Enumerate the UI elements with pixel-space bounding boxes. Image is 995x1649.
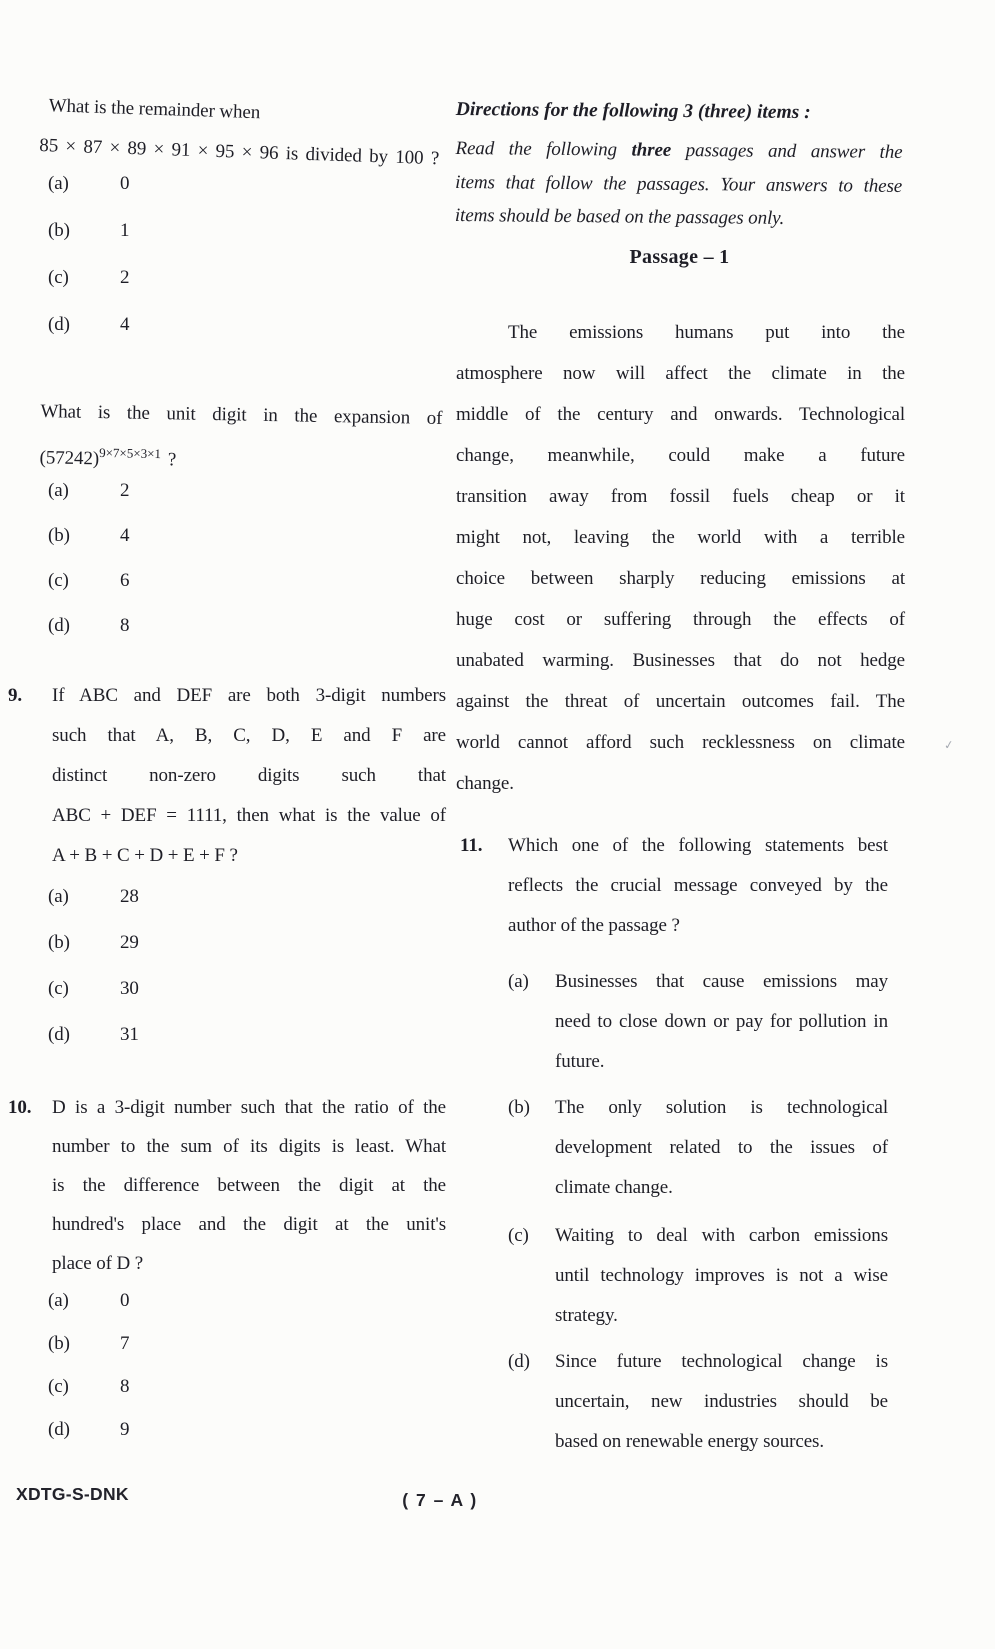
passage-1-title: Passage – 1 [629,246,730,268]
passage-line: middle of the century and onwards. Technological [456,404,905,425]
option-text-line: uncertain, new industries should be [555,1391,888,1412]
option-row [48,220,129,267]
option-text-line: Since future technological change is [555,1351,888,1372]
directions-block [455,92,903,236]
option-value: 4 [120,314,130,335]
option-value: 29 [120,932,139,953]
passage-line: unabated warming. Businesses that do not hedge [456,650,905,671]
question-text-line: reflects the crucial message conveyed by the [508,875,888,896]
question-11-option-d [508,1342,888,1462]
question-text-line: such that A, B, C, D, E and F are [52,725,446,746]
question-text [52,1088,446,1283]
question-11-option-b [508,1088,888,1208]
option-row [48,1333,129,1376]
question-text [508,826,888,946]
question-text [52,676,446,876]
option-label: (a) [508,971,529,992]
question-8-math-line [39,432,442,485]
option-label: (c) [48,570,69,591]
option-row [48,267,129,314]
question-text-line: If ABC and DEF are both 3-digit numbers [52,685,446,706]
option-label: (b) [48,932,70,953]
question-text-line: ABC + DEF = 1111, then what is the value of [52,805,446,826]
option-text-line: The only solution is technological [555,1097,888,1118]
option-row [48,173,129,220]
option-label: (d) [48,1024,70,1045]
question-number: 9. [8,685,23,706]
option-row [48,525,129,570]
passage-line: atmosphere now will affect the climate in the [456,363,905,384]
question-text-line: Which one of the following statements best [508,835,888,856]
passage-line: choice between sharply reducing emissions at [456,568,905,589]
option-text-line: strategy. [555,1305,618,1326]
option-text [555,1342,888,1462]
option-text [555,1088,888,1208]
option-text-line: until technology improves is not a wise [555,1265,888,1286]
directions-text: passages and answer the [671,139,903,163]
directions-line [455,132,902,169]
option-label: (d) [48,615,70,636]
option-value: 2 [120,480,130,501]
page-number: ( 7 – A ) [402,1490,478,1510]
passage-line: The emissions humans put into the [508,322,905,343]
question-8 [39,392,442,485]
option-label: (d) [48,1419,70,1440]
question-10-options [48,1290,129,1462]
math-exponent: 9×7×5×3×1 [99,445,162,462]
option-label: (a) [48,173,69,194]
option-value: 2 [120,267,130,288]
option-label: (b) [48,1333,70,1354]
question-9-options [48,886,139,1070]
option-value: 7 [120,1333,130,1354]
option-value: 30 [120,978,139,999]
option-text [555,1216,888,1336]
math-base: (57242) [39,447,100,470]
question-text-line: D is a 3-digit number such that the ratio of the [52,1097,446,1118]
option-row [48,1376,129,1419]
question-text-line: author of the passage ? [508,915,680,936]
passage-line: against the threat of uncertain outcomes fail. The [456,691,905,712]
option-text-line: Businesses that cause emissions may [555,971,888,992]
passage-line: might not, leaving the world with a terrible [456,527,905,548]
option-value: 0 [120,173,130,194]
option-row [48,932,139,978]
option-row [48,1290,129,1333]
option-text-line: Waiting to deal with carbon emissions [555,1225,888,1246]
option-value: 28 [120,886,139,907]
option-label: (a) [48,480,69,501]
option-text-line: development related to the issues of [555,1137,888,1158]
question-number: 11. [460,835,483,856]
question-10 [8,1088,446,1283]
option-label: (d) [48,314,70,335]
question-7-text-line-2: 85 × 87 × 89 × 91 × 95 × 96 is divided by 100 ? [39,134,440,170]
option-value: 6 [120,570,130,591]
option-row [48,886,139,932]
option-label: (a) [48,1290,69,1311]
booklet-code: XDTG-S-DNK [16,1484,129,1504]
question-text-line: distinct non-zero digits such that [52,765,446,786]
option-value: 0 [120,1290,130,1311]
option-label: (b) [48,220,70,241]
passage-line: transition away from fossil fuels cheap or it [456,486,905,507]
option-label: (d) [508,1351,530,1372]
option-row [48,570,129,615]
question-text-line: number to the sum of its digits is least. What [52,1136,446,1157]
option-text-line: climate change. [555,1177,673,1198]
option-row [48,480,129,525]
option-text [555,962,888,1082]
option-label: (c) [48,267,69,288]
option-text-line: based on renewable energy sources. [555,1431,825,1452]
option-label: (c) [48,978,69,999]
passage-line: change. [456,773,514,794]
directions-text: Read the following [455,137,632,161]
question-7 [39,86,441,179]
question-11-option-a [508,962,888,1082]
option-row [48,615,129,660]
question-text-line: hundred's place and the digit at the unit's [52,1214,446,1235]
directions-emphasis: three [631,139,672,161]
option-label: (c) [508,1225,529,1246]
directions-title: Directions for the following 3 (three) items : [455,98,811,124]
option-label: (a) [48,886,69,907]
directions-line: items should be based on the passages only. [454,204,785,229]
question-text-line: place of D ? [52,1253,144,1274]
question-text-line: is the difference between the digit at the [52,1175,446,1196]
option-value: 31 [120,1024,139,1045]
question-7-options [48,173,129,361]
scan-artifact-mark: ✓ [943,737,955,753]
question-9 [8,676,446,876]
option-row [48,978,139,1024]
option-value: 4 [120,525,130,546]
option-text-line: future. [555,1051,605,1072]
option-value: 1 [120,220,130,241]
question-11-option-c [508,1216,888,1336]
passage-1-text [456,312,905,804]
option-value: 8 [120,615,130,636]
question-8-options [48,480,129,660]
directions-body [455,132,903,236]
option-text-line: need to close down or pay for pollution in [555,1011,888,1032]
option-label: (b) [508,1097,530,1118]
option-value: 9 [120,1419,130,1440]
passage-line: world cannot afford such recklessness on climate [456,732,905,753]
passage-line: huge cost or suffering through the effects of [456,609,905,630]
question-11 [460,826,888,946]
directions-line: items that follow the passages. Your answers to these [455,171,903,197]
option-row [48,1419,129,1462]
math-question-mark: ? [167,449,177,471]
option-label: (b) [48,525,70,546]
option-row [48,314,129,361]
option-row [48,1024,139,1070]
option-label: (c) [48,1376,69,1397]
question-7-text-line-1: What is the remainder when [48,95,261,124]
question-8-text-line-1: What is the unit digit in the expansion of [40,401,443,430]
option-value: 8 [120,1376,130,1397]
question-text-line: A + B + C + D + E + F ? [52,845,238,866]
passage-line: change, meanwhile, could make a future [456,445,905,466]
question-number: 10. [8,1097,32,1118]
